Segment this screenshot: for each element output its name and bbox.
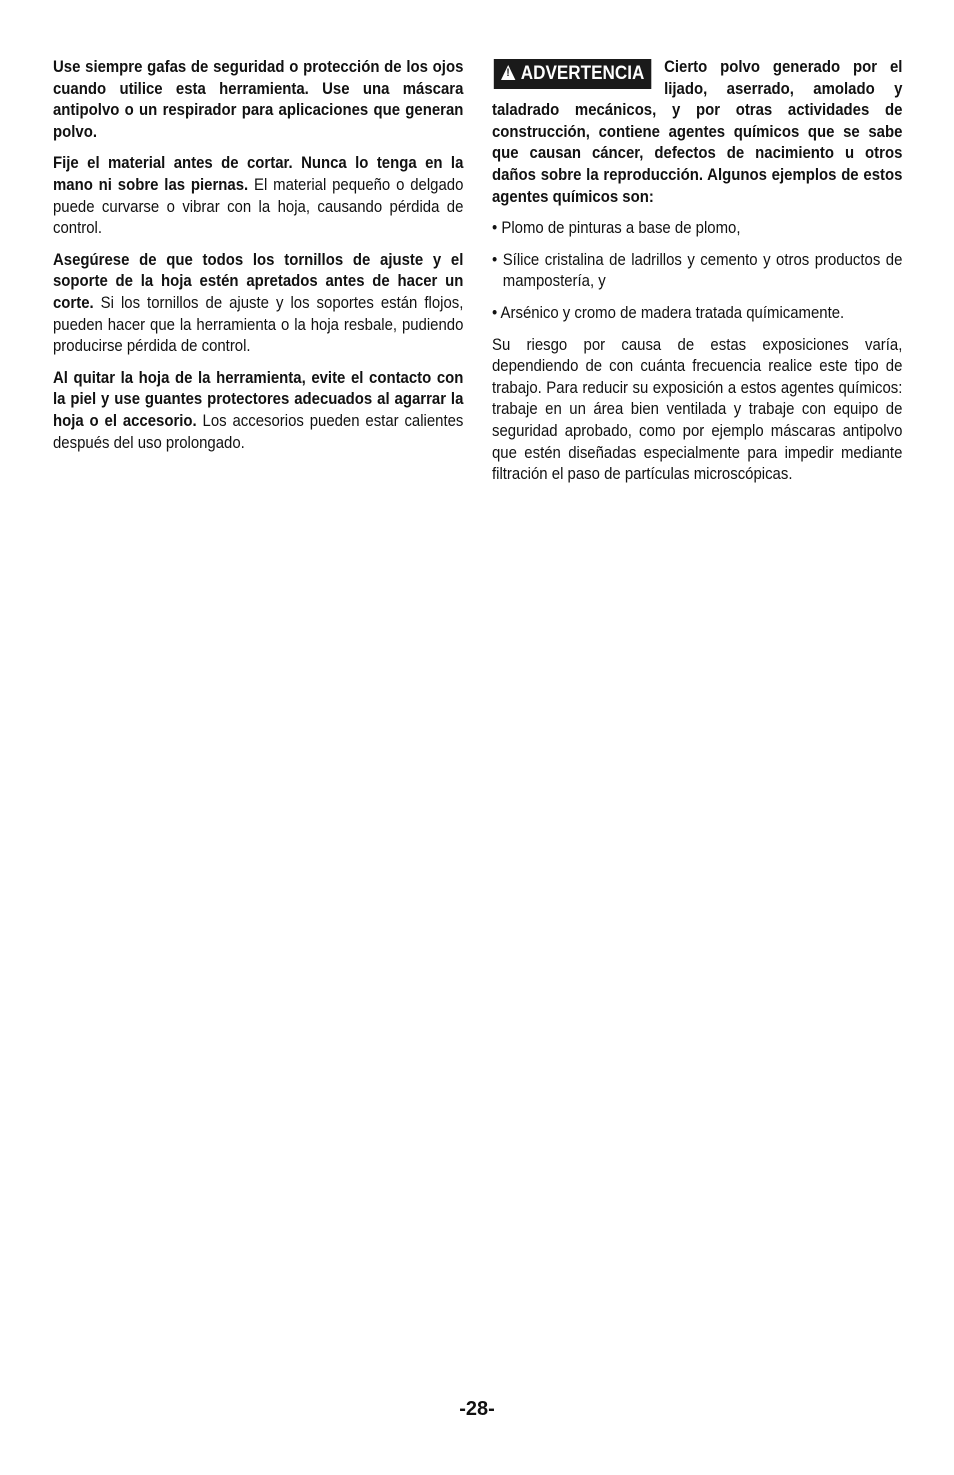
left-column [53, 56, 464, 463]
warning-triangle-icon [501, 65, 515, 80]
bullet-item: • Plomo de pinturas a base de plomo, [492, 218, 741, 238]
bullet-item: • Sílice cristalina de ladrillos y cemento y otros productos de mampostería, y [492, 249, 903, 291]
paragraph-bold-text: Asegúrese de que todos los tornillos de ajuste y el soporte de la hoja estén apretados antes de hacer un corte. [53, 249, 464, 312]
closing-paragraph: Su riesgo por causa de estas exposiciones varía, dependiendo de con cuánta frecuencia realice este tipo de trabajo. Para reducir su exposición a estos agentes químicos: trabaje en un área bien ventilada y trabaje con equipo de seguridad aprobado, como por ejemplo máscaras antipolvo que estén diseñadas especialmente para impedir mediante filtración el paso de partículas microscópicas. [492, 334, 903, 484]
safety-paragraph-blade-removal [53, 367, 463, 453]
warning-block [492, 56, 902, 217]
paragraph-text: Los accesorios pueden estar calientes después del uso prolongado. [53, 410, 464, 452]
right-column [492, 56, 903, 495]
page-number: -28- [459, 1398, 495, 1420]
safety-paragraph-adjustment-screws [53, 249, 463, 357]
paragraph-text: Si los tornillos de ajuste y los soportes están flojos, pueden hacer que la herramienta o la hoja resbale, pudiendo producirse pérdida de control. [53, 292, 464, 356]
safety-paragraph-secure-material [53, 152, 463, 238]
paragraph-bold-text: Al quitar la hoja de la herramienta, evite el contacto con la piel y use guantes protectores adecuados al agarrar la hoja o el accesorio. [53, 367, 464, 430]
paragraph-text: El material pequeño o delgado puede curvarse o vibrar con la hoja, causando pérdida de control. [53, 174, 464, 238]
warning-label: ADVERTENCIA [520, 63, 645, 84]
paragraph-bold-text: Fije el material antes de cortar. Nunca lo tenga en la mano ni sobre las piernas. [53, 153, 464, 194]
warning-bold-text: Cierto polvo generado por el lijado, aserrado, amolado y taladrado mecánicos, y por otras actividades de construcción, contiene agentes químicos que se sabe que causan cáncer, defectos de nacimiento u otros daños sobre la reproducción. Algunos ejemplos de estos agentes químicos son: [492, 57, 903, 206]
warning-badge [494, 59, 652, 89]
paragraph-bold-text: Use siempre gafas de seguridad o protección de los ojos cuando utilice esta herramienta. Use una máscara antipolvo o un respirador para aplicaciones que generan polvo. [53, 57, 464, 141]
bullet-item: • Arsénico y cromo de madera tratada químicamente. [492, 302, 845, 322]
safety-paragraph-eye-protection [53, 56, 463, 142]
